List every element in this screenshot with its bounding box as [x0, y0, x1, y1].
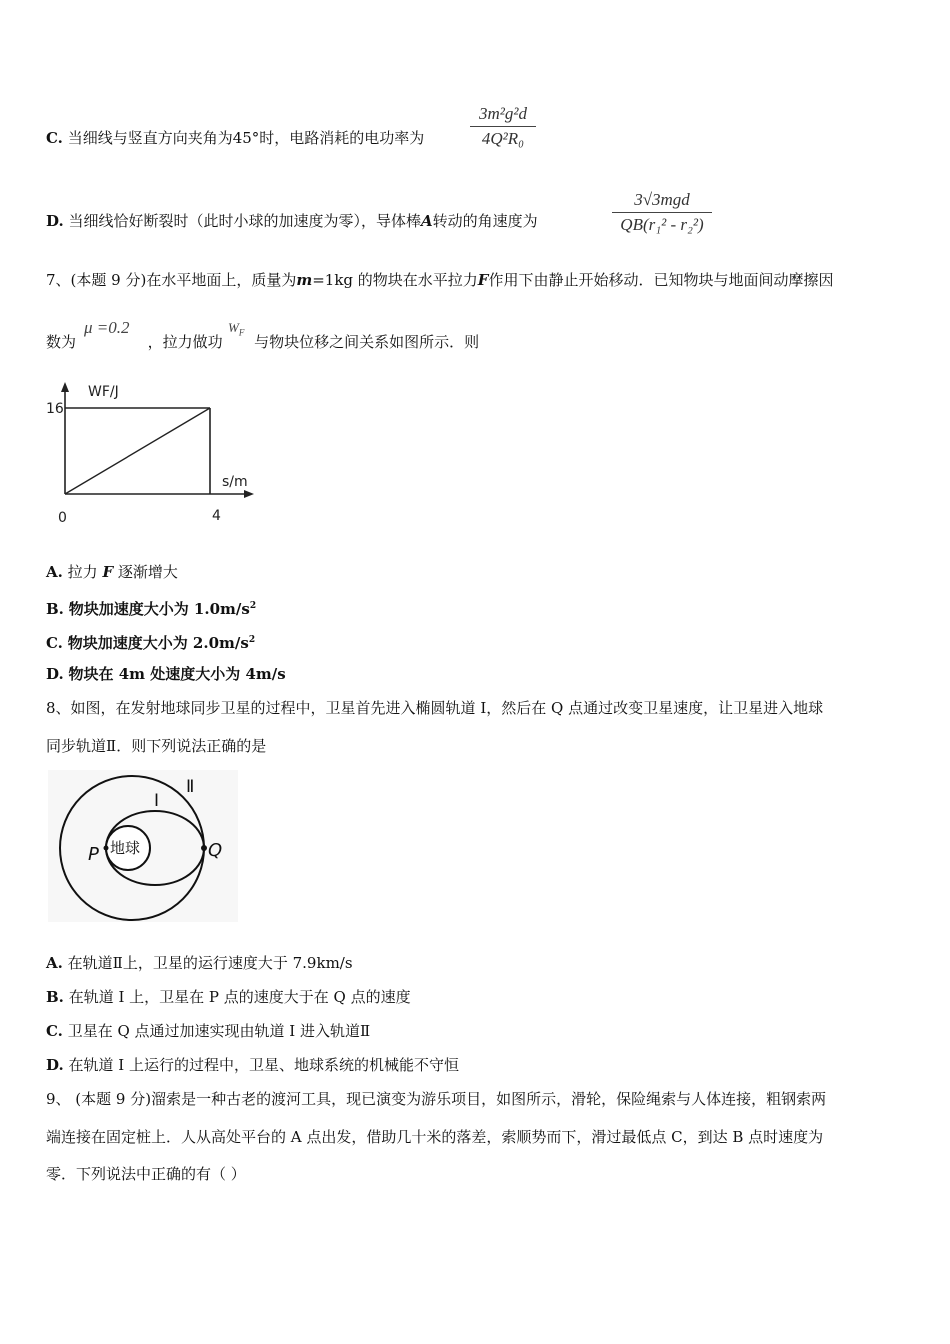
q9-stem-line-1: 9、 (本题 9 分)溜索是一种古老的渡河工具，现已演变为游乐项目，如图所示，滑轮，保险绳索与人体连接，粗钢索两 — [46, 1090, 827, 1108]
option-text: 卫星在 Q 点通过加速实现由轨道 I 进入轨道Ⅱ — [67, 1022, 371, 1040]
q8-stem-line-2: 同步轨道Ⅱ．则下列说法正确的是 — [46, 737, 267, 755]
x-axis-label: s/m — [222, 474, 248, 490]
q8-option-b — [46, 987, 411, 1007]
work-symbol — [228, 320, 244, 338]
option-superscript: 2 — [249, 601, 257, 611]
option-text: 物块加速度大小为 2.0m/s — [67, 634, 249, 652]
x-tick-label: 4 — [212, 508, 221, 524]
option-label: D. — [46, 665, 64, 683]
formula-denominator: QB(r₁² - r₂²) — [620, 215, 704, 234]
stem-text: 作用下由静止开始移动．已知物块与地面间动摩擦因 — [488, 271, 834, 289]
q6-d-formula — [612, 190, 712, 235]
q7-option-a — [46, 562, 178, 582]
option-label: C. — [46, 1022, 63, 1040]
option-italic: F — [102, 563, 114, 581]
q6-option-d — [46, 211, 538, 231]
option-label: C. — [46, 129, 63, 147]
option-label: B. — [46, 600, 64, 618]
q8-option-c — [46, 1021, 370, 1041]
stem-italic: F — [477, 271, 489, 289]
option-text: 拉力 — [67, 563, 98, 581]
q8-option-a — [46, 953, 353, 973]
label-ii: Ⅱ — [186, 777, 195, 797]
option-label: D. — [46, 212, 64, 230]
q6-c-formula — [470, 104, 536, 149]
point-p — [104, 846, 109, 851]
q7-option-c — [46, 630, 255, 653]
q9-stem-line-3: 零．下列说法中正确的有（ ） — [46, 1165, 246, 1183]
option-italic: A — [421, 212, 433, 230]
q9-stem-line-2: 端连接在固定桩上．人从高处平台的 A 点出发，借助几十米的落差，索顺势而下，滑过最低点 C，到达 B 点时速度为 — [46, 1128, 824, 1146]
label-q: Q — [208, 840, 223, 861]
q7-stem-line-1 — [46, 270, 833, 290]
option-text: 物块加速度大小为 1.0m/s — [68, 600, 250, 618]
q8-stem-line-1: 8、如图，在发射地球同步卫星的过程中，卫星首先进入椭圆轨道 I，然后在 Q 点通过改变卫星速度，让卫星进入地球 — [46, 699, 824, 717]
y-axis-label: WF/J — [88, 384, 119, 400]
stem-text: 7、(本题 9 分)在水平地面上，质量为 — [46, 271, 297, 289]
stem-text: =1kg 的物块在水平拉力 — [312, 271, 478, 289]
formula-numerator: 3m²g²d — [479, 104, 527, 123]
label-p: P — [88, 844, 99, 865]
x-axis-arrow — [244, 490, 254, 498]
work-subscript: F — [238, 327, 245, 338]
option-text: 在轨道Ⅱ上，卫星的运行速度大于 7.9km/s — [67, 954, 353, 972]
stem-text: 数为 — [46, 333, 77, 351]
option-label: A. — [46, 563, 63, 581]
option-text: 当细线与竖直方向夹角为45°时，电路消耗的电功率为 — [67, 129, 425, 147]
option-text: 物块在 4m 处速度大小为 4m/s — [68, 665, 286, 683]
q7-option-b — [46, 596, 256, 619]
q7-option-d — [46, 664, 286, 684]
q6-option-c — [46, 128, 424, 148]
stem-text: ，拉力做功 — [147, 333, 223, 351]
option-text-tail: 转动的角速度为 — [432, 212, 538, 230]
formula-denominator: 4Q²R₀ — [481, 129, 525, 148]
series-line — [65, 408, 210, 494]
option-label: A. — [46, 954, 63, 972]
label-i: I — [154, 791, 160, 811]
work-displacement-chart — [40, 378, 270, 528]
fraction-bar — [470, 126, 536, 127]
y-axis-arrow — [61, 382, 69, 392]
point-q — [201, 845, 207, 851]
origin-label: 0 — [58, 510, 67, 526]
earth-label: 地球 — [110, 839, 141, 857]
option-text: 在轨道 I 上，卫星在 P 点的速度大于在 Q 点的速度 — [68, 988, 411, 1006]
stem-italic: m — [296, 271, 313, 289]
orbit-diagram — [48, 770, 238, 922]
option-text-tail: 逐渐增大 — [117, 563, 178, 581]
option-text: 当细线恰好断裂时（此时小球的加速度为零），导体棒 — [68, 212, 421, 230]
option-label: C. — [46, 634, 63, 652]
mu-symbol: μ =0.2 — [84, 318, 130, 337]
option-superscript: 2 — [248, 635, 256, 645]
option-label: B. — [46, 988, 64, 1006]
formula-numerator: 3√3mgd — [634, 190, 690, 209]
work-letter: W — [228, 320, 239, 335]
option-text: 在轨道 I 上运行的过程中，卫星、地球系统的机械能不守恒 — [68, 1056, 459, 1074]
q8-option-d — [46, 1055, 459, 1075]
fraction-bar — [612, 212, 712, 213]
y-tick-label: 16 — [46, 401, 64, 417]
stem-text: 与物块位移之间关系如图所示．则 — [254, 333, 480, 351]
option-label: D. — [46, 1056, 64, 1074]
